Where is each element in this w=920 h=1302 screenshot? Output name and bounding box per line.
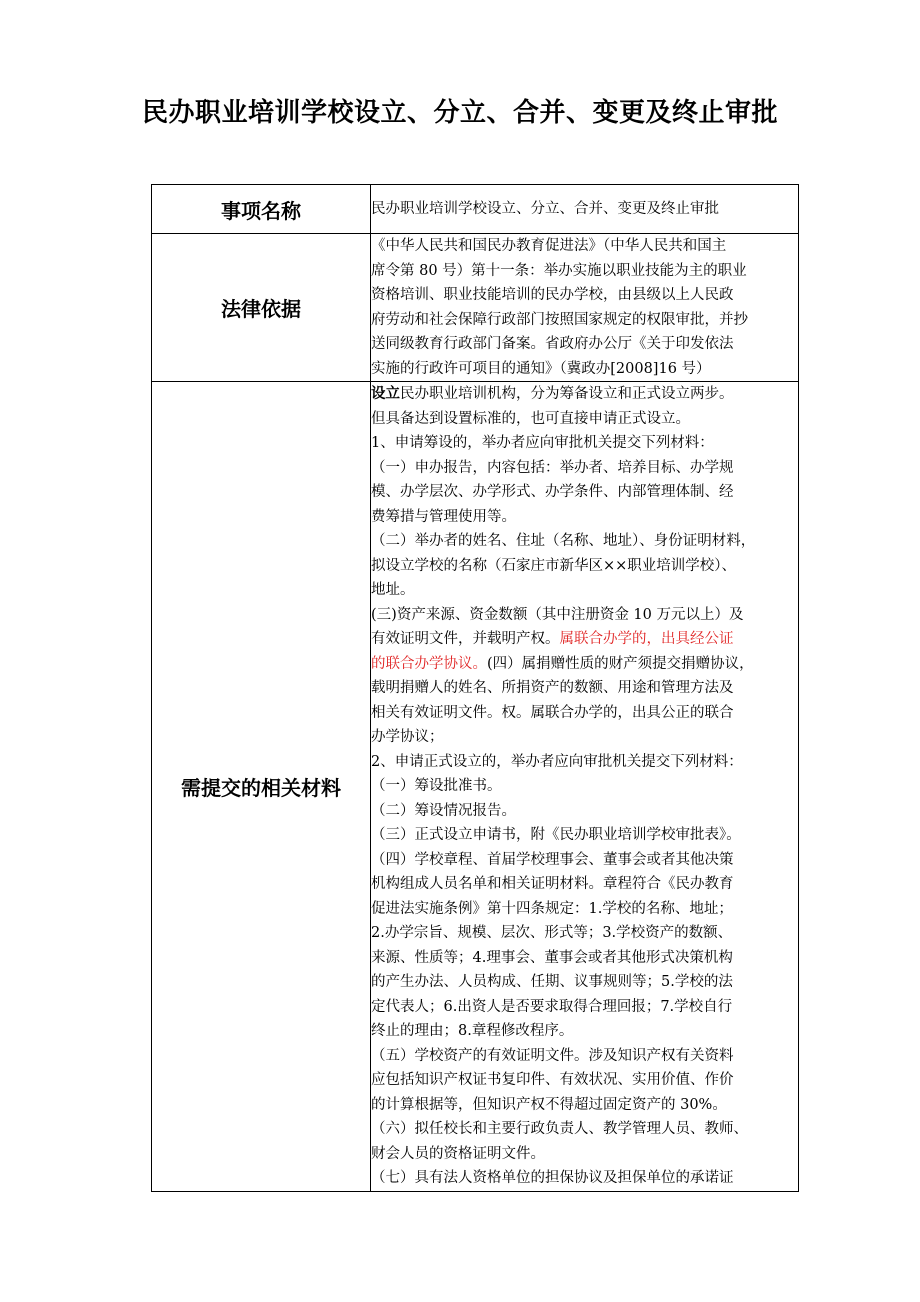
materials-line: 定代表人；6.出资人是否要求取得合理回报；7.学校自行 xyxy=(371,998,733,1015)
materials-highlight-red: 属联合办学的，出具经公证 xyxy=(559,631,734,647)
legal-basis-line: 资格培训、职业技能培训的民办学校，由县级以上人民政 xyxy=(371,287,734,303)
item-name-value: 民办职业培训学校设立、分立、合并、变更及终止审批 xyxy=(371,185,799,234)
materials-line: 办学协议； xyxy=(371,729,444,745)
materials-label: 需提交的相关材料 xyxy=(152,382,371,1192)
materials-line: 相关有效证明文件。权。属联合办学的，出具公正的联合 xyxy=(371,704,734,721)
legal-basis-line: 《中华人民共和国民办教育促进法》（中华人民共和国主 xyxy=(371,238,727,254)
table-row-legal-basis xyxy=(152,234,799,382)
materials-line: （四）学校章程、首届学校理事会、董事会或者其他决策 xyxy=(371,851,734,868)
materials-line: 财会人员的资格证明文件。 xyxy=(371,1145,545,1162)
materials-line: （五）学校资产的有效证明文件。涉及知识产权有关资料 xyxy=(371,1047,734,1064)
materials-line xyxy=(371,652,798,677)
materials-line xyxy=(371,627,798,652)
materials-line: 但具备达到设置标准的，也可直接申请正式设立。 xyxy=(371,410,690,427)
legal-basis-line: 席令第 80 号）第十一条：举办实施以职业技能为主的职业 xyxy=(371,262,747,279)
legal-basis-content xyxy=(371,234,799,382)
materials-line: 1、申请筹设的，举办者应向审批机关提交下列材料： xyxy=(371,435,714,451)
materials-line: 拟设立学校的名称（石家庄市新华区××职业培训学校）、 xyxy=(371,557,737,574)
materials-line: （二）筹设情况报告。 xyxy=(371,802,516,819)
legal-basis-line: 实施的行政许可项目的通知》（冀政办[2008]16 号） xyxy=(371,360,711,377)
materials-line: 模、办学层次、办学形式、办学条件、内部管理体制、经 xyxy=(371,484,734,500)
materials-line: 的产生办法、人员构成、任期、议事规则等；5.学校的法 xyxy=(371,974,733,990)
page-title: 民办职业培训学校设立、分立、合并、变更及终止审批 xyxy=(141,98,778,128)
table-row-materials xyxy=(152,382,799,1192)
materials-line: (三)资产来源、资金数额（其中注册资金 10 万元以上）及 xyxy=(371,606,744,623)
materials-line: （七）具有法人资格单位的担保协议及担保单位的承诺证 xyxy=(371,1170,734,1186)
materials-line: 载明捐赠人的姓名、所捐资产的数额、用途和管理方法及 xyxy=(371,680,734,696)
approval-info-table xyxy=(151,184,799,1192)
materials-line: 2.办学宗旨、规模、层次、形式等；3.学校资产的数额、 xyxy=(371,925,733,941)
materials-line: （二）举办者的姓名、住址（名称、地址）、身份证明材料， xyxy=(371,533,756,549)
legal-basis-label: 法律依据 xyxy=(152,234,371,382)
materials-line: 来源、性质等；4.理事会、董事会或者其他形式决策机构 xyxy=(371,949,733,966)
materials-line: 2、申请正式设立的，举办者应向审批机关提交下列材料： xyxy=(371,753,743,770)
materials-line: 地址。 xyxy=(371,582,415,598)
materials-line: （六）拟任校长和主要行政负责人、教学管理人员、教师、 xyxy=(371,1121,748,1137)
materials-line: 促进法实施条例》第十四条规定：1.学校的名称、地址； xyxy=(371,900,733,917)
materials-line: （一）筹设批准书。 xyxy=(371,778,502,794)
materials-content xyxy=(371,382,799,1192)
table-row-item-name xyxy=(152,185,799,234)
materials-first-bold: 设立 xyxy=(371,385,400,402)
materials-line: 的计算根据等，但知识产权不得超过固定资产的 30%。 xyxy=(371,1096,727,1113)
materials-line xyxy=(371,382,798,407)
item-name-label: 事项名称 xyxy=(152,185,371,234)
materials-line: （一）申办报告，内容包括：举办者、培养目标、办学规 xyxy=(371,459,734,476)
materials-line: 机构组成人员名单和相关证明材料。章程符合《民办教育 xyxy=(371,876,734,892)
materials-line: 终止的理由；8.章程修改程序。 xyxy=(371,1023,574,1039)
materials-mixed-black: 有效证明文件，并载明产权。 xyxy=(371,631,560,647)
materials-highlight-red: 的联合办学协议。 xyxy=(371,655,487,672)
materials-mixed-black: (四）属捐赠性质的财产须提交捐赠协议， xyxy=(487,655,754,672)
materials-line: 应包括知识产权证书复印件、有效状况、实用价值、作价 xyxy=(371,1072,734,1088)
materials-first-rest: 民办职业培训机构，分为筹备设立和正式设立两步。 xyxy=(400,386,734,402)
materials-line: （三）正式设立申请书，附《民办职业培训学校审批表》。 xyxy=(371,827,741,843)
materials-line: 费筹措与管理使用等。 xyxy=(371,508,516,525)
legal-basis-line: 送同级教育行政部门备案。省政府办公厅《关于印发依法 xyxy=(371,336,734,352)
legal-basis-line: 府劳动和社会保障行政部门按照国家规定的权限审批，并抄 xyxy=(371,311,748,328)
